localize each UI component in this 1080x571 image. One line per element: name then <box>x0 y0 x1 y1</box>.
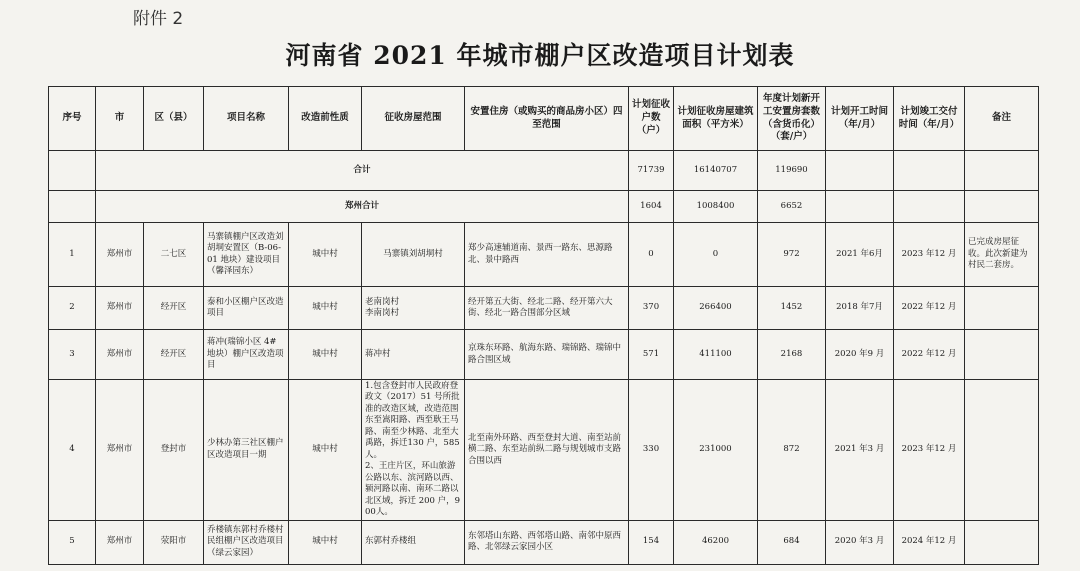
header-nature: 改造前性质 <box>289 87 362 151</box>
cell-note <box>965 380 1039 521</box>
cell-resettle: 北至南外环路、西至登封大道、南至站前横二路、东至站前纵二路与规划城市支路合围以西 <box>465 380 629 521</box>
header-finish: 计划竣工交付时间（年/月） <box>894 87 965 151</box>
cell-note <box>965 287 1039 330</box>
cell-area: 0 <box>674 223 758 287</box>
subtotal-units: 6652 <box>758 191 826 223</box>
subtotal-area: 1008400 <box>674 191 758 223</box>
cell-scope: 老南岗村 李南岗村 <box>362 287 465 330</box>
subtotal-households: 1604 <box>629 191 674 223</box>
cell-resettle: 京珠东环路、航海东路、瑞锦路、瑞锦中路合围区域 <box>465 330 629 380</box>
header-area: 计划征收房屋建筑面积（平方米） <box>674 87 758 151</box>
attachment-label: 附件 2 <box>133 9 184 29</box>
project-plan-table <box>48 86 1039 565</box>
cell-start: 2021 年3 月 <box>826 380 894 521</box>
cell-scope: 1.包含登封市人民政府登政文（2017）51 号所批准的改造区域，改造范围东至嵩阳路、西至耿王马路、南至少林路、北至大禹路，拆迁130 户，585 人。 2、王庄片区，环山旅游公路以东、滨河路以西、颍河路以南、南环二路以北区域，拆迁 200 户，900人。 <box>362 380 465 521</box>
cell-start: 2018 年7月 <box>826 287 894 330</box>
subtotal-label: 郑州合计 <box>96 191 629 223</box>
table-row <box>49 287 1039 330</box>
cell-no: 2 <box>49 287 96 330</box>
cell-resettle: 郑少高速辅道南、景西一路东、思源路北、景中路西 <box>465 223 629 287</box>
cell-district: 二七区 <box>144 223 204 287</box>
total-households: 71739 <box>629 151 674 191</box>
cell-start: 2020 年9 月 <box>826 330 894 380</box>
cell-nature: 城中村 <box>289 380 362 521</box>
cell-note: 已完成房屋征收。此次新建为村民二套房。 <box>965 223 1039 287</box>
header-households: 计划征收户数（户） <box>629 87 674 151</box>
cell-city: 郑州市 <box>96 520 144 564</box>
cell-households: 571 <box>629 330 674 380</box>
header-units: 年度计划新开工安置房套数（含货币化）（套/户） <box>758 87 826 151</box>
cell-start: 2020 年3 月 <box>826 520 894 564</box>
cell-note <box>965 330 1039 380</box>
cell-project: 蒋冲(瑞锦小区 4# 地块）棚户区改造项目 <box>204 330 289 380</box>
cell-district: 荥阳市 <box>144 520 204 564</box>
cell-area: 46200 <box>674 520 758 564</box>
cell-households: 154 <box>629 520 674 564</box>
table-row <box>49 330 1039 380</box>
cell-note <box>965 520 1039 564</box>
cell-area: 411100 <box>674 330 758 380</box>
cell-no: 3 <box>49 330 96 380</box>
cell-finish: 2024 年12 月 <box>894 520 965 564</box>
cell-scope: 蒋冲村 <box>362 330 465 380</box>
cell-finish: 2022 年12 月 <box>894 330 965 380</box>
cell-project: 乔楼镇东郭村乔楼村民组棚户区改造项目（绿云家园） <box>204 520 289 564</box>
total-units: 119690 <box>758 151 826 191</box>
header-note: 备注 <box>965 87 1039 151</box>
header-start: 计划开工时间（年/月） <box>826 87 894 151</box>
cell-units: 2168 <box>758 330 826 380</box>
cell-project: 少林办第三社区棚户区改造项目一期 <box>204 380 289 521</box>
cell-city: 郑州市 <box>96 380 144 521</box>
cell-city: 郑州市 <box>96 330 144 380</box>
document-title: 河南省 2021 年城市棚户区改造项目计划表 <box>285 41 795 70</box>
cell-scope: 东郭村乔楼组 <box>362 520 465 564</box>
cell-units: 684 <box>758 520 826 564</box>
cell-no: 1 <box>49 223 96 287</box>
cell-finish: 2023 年12 月 <box>894 223 965 287</box>
cell-district: 登封市 <box>144 380 204 521</box>
cell-units: 872 <box>758 380 826 521</box>
cell-scope: 马寨镇刘胡垌村 <box>362 223 465 287</box>
cell-nature: 城中村 <box>289 223 362 287</box>
total-row <box>49 151 1039 191</box>
cell-project: 泰和小区棚户区改造项目 <box>204 287 289 330</box>
cell-project: 马寨镇棚户区改造刘胡垌安置区（B-06-01 地块）建设项目（馨泽园东） <box>204 223 289 287</box>
cell-district: 经开区 <box>144 287 204 330</box>
header-project: 项目名称 <box>204 87 289 151</box>
cell-district: 经开区 <box>144 330 204 380</box>
total-label: 合计 <box>96 151 629 191</box>
header-city: 市 <box>96 87 144 151</box>
cell-households: 0 <box>629 223 674 287</box>
cell-finish: 2022 年12 月 <box>894 287 965 330</box>
cell-no: 4 <box>49 380 96 521</box>
cell-nature: 城中村 <box>289 330 362 380</box>
header-district: 区（县） <box>144 87 204 151</box>
cell-city: 郑州市 <box>96 223 144 287</box>
cell-finish: 2023 年12 月 <box>894 380 965 521</box>
table-row <box>49 520 1039 564</box>
header-resettle: 安置住房（或购买的商品房小区）四至范围 <box>465 87 629 151</box>
header-row <box>49 87 1039 151</box>
cell-nature: 城中村 <box>289 520 362 564</box>
subtotal-row <box>49 191 1039 223</box>
header-scope: 征收房屋范围 <box>362 87 465 151</box>
cell-start: 2021 年6月 <box>826 223 894 287</box>
cell-no: 5 <box>49 520 96 564</box>
cell-resettle: 东邻塔山东路、西邻塔山路、南邻中原西路、北邻绿云家园小区 <box>465 520 629 564</box>
cell-resettle: 经开第五大街、经北二路、经开第六大街、经北一路合围部分区域 <box>465 287 629 330</box>
cell-area: 231000 <box>674 380 758 521</box>
table-row <box>49 380 1039 521</box>
header-no: 序号 <box>49 87 96 151</box>
total-area: 16140707 <box>674 151 758 191</box>
cell-units: 972 <box>758 223 826 287</box>
cell-households: 330 <box>629 380 674 521</box>
cell-nature: 城中村 <box>289 287 362 330</box>
table-row <box>49 223 1039 287</box>
cell-households: 370 <box>629 287 674 330</box>
cell-area: 266400 <box>674 287 758 330</box>
cell-units: 1452 <box>758 287 826 330</box>
cell-city: 郑州市 <box>96 287 144 330</box>
